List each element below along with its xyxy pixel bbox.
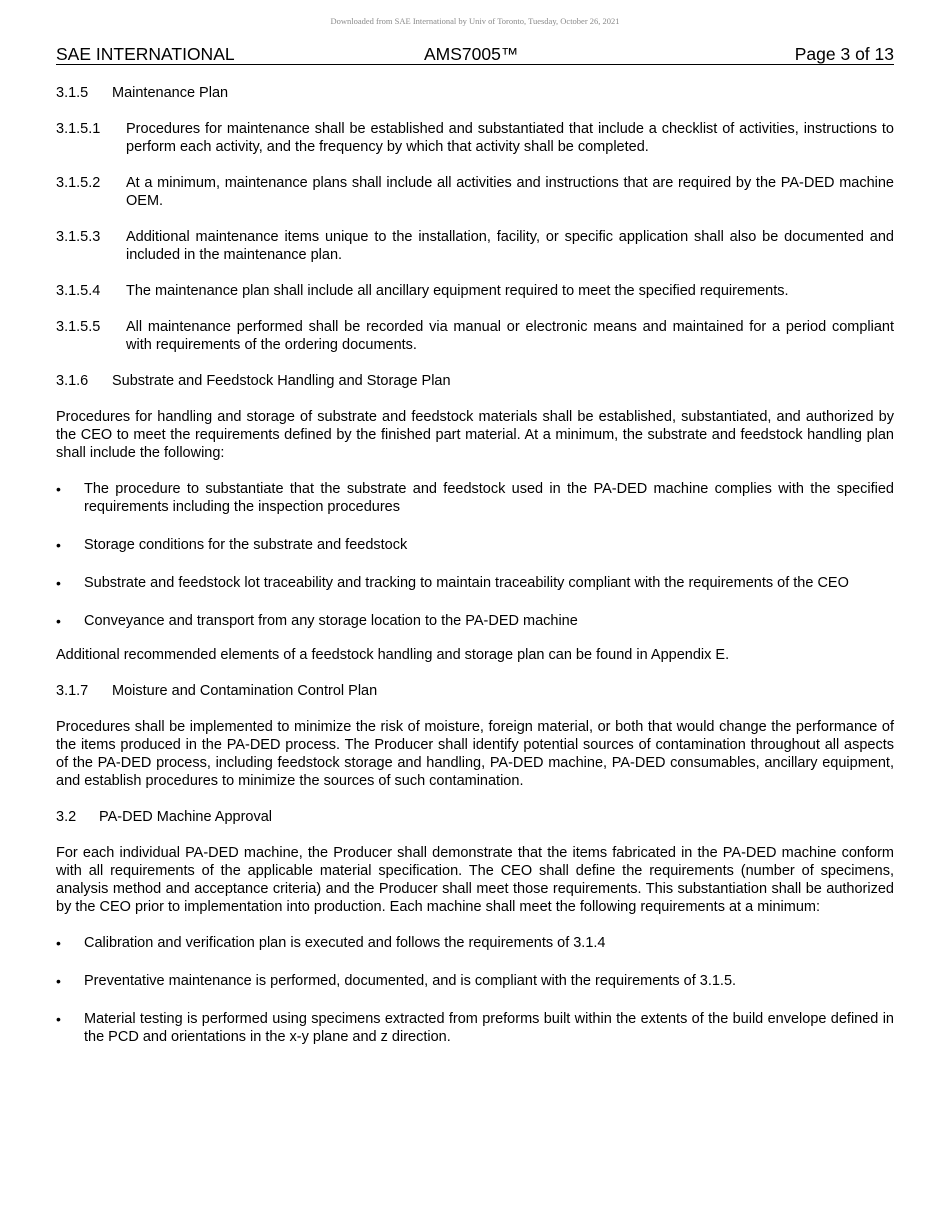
header-organization: SAE INTERNATIONAL bbox=[56, 44, 235, 64]
bullet-glyph: • bbox=[56, 481, 61, 497]
section-number: 3.2 bbox=[56, 809, 77, 825]
page-header bbox=[56, 44, 894, 65]
subsection-text: Additional maintenance items unique to the installation, facility, or specific application shall also be documented and included in the maintenance plan. bbox=[126, 229, 894, 263]
list-item bbox=[56, 1010, 894, 1046]
subsection-3-1-5-2 bbox=[56, 174, 894, 210]
list-item bbox=[56, 480, 894, 516]
list-item-text: Preventative maintenance is performed, documented, and is compliant with the requirements of 3.1.5. bbox=[84, 973, 737, 989]
subsection-3-1-5-5 bbox=[56, 318, 894, 354]
bullet-glyph: • bbox=[56, 935, 61, 951]
section-number: 3.1.6 bbox=[56, 373, 89, 389]
subsection-text: The maintenance plan shall include all ancillary equipment required to meet the specified requirements. bbox=[126, 283, 789, 299]
section-number: 3.1.7 bbox=[56, 683, 89, 699]
section-title: Moisture and Contamination Control Plan bbox=[112, 683, 378, 699]
list-item-text: Material testing is performed using specimens extracted from preforms built within the extents of the build envelope defined in the PCD and orientations in the x-y plane and z direction. bbox=[84, 1011, 894, 1045]
bullet-glyph: • bbox=[56, 537, 61, 553]
subsection-text: Procedures for maintenance shall be established and substantiated that include a checklist of activities, instructions to perform each activity, and the frequency by which that activity shall be completed. bbox=[126, 121, 894, 155]
subsection-number: 3.1.5.1 bbox=[56, 121, 101, 137]
list-item bbox=[56, 972, 894, 990]
subsection-number: 3.1.5.4 bbox=[56, 283, 101, 299]
section-heading-3-2 bbox=[56, 808, 894, 826]
subsection-number: 3.1.5.3 bbox=[56, 229, 101, 245]
list-item-text: Substrate and feedstock lot traceability and tracking to maintain traceability compliant with the requirements of the CEO bbox=[84, 575, 849, 591]
bullet-glyph: • bbox=[56, 613, 61, 629]
subsection-3-1-5-3 bbox=[56, 228, 894, 264]
bullet-glyph: • bbox=[56, 575, 61, 591]
section-3-1-6-outro: Additional recommended elements of a feedstock handling and storage plan can be found in Appendix E. bbox=[56, 647, 730, 663]
list-item bbox=[56, 536, 894, 554]
section-title: Maintenance Plan bbox=[112, 85, 229, 101]
subsection-number: 3.1.5.2 bbox=[56, 175, 101, 191]
subsection-text: All maintenance performed shall be recorded via manual or electronic means and maintained for a period compliant with requirements of the ordering documents. bbox=[126, 319, 894, 353]
subsection-3-1-5-1 bbox=[56, 120, 894, 156]
bullet-glyph: • bbox=[56, 1011, 61, 1027]
download-watermark: Downloaded from SAE International by Univ of Toronto, Tuesday, October 26, 2021 bbox=[330, 16, 620, 26]
section-title: PA-DED Machine Approval bbox=[99, 809, 273, 825]
header-document-id: AMS7005™ bbox=[424, 44, 519, 64]
section-3-1-6-intro: Procedures for handling and storage of substrate and feedstock materials shall be established, substantiated, and authorized by the CEO to meet the requirements defined by the finished part material. At a minimum, the substrate and feedstock handling plan shall include the following: bbox=[56, 409, 894, 461]
list-item-text: Storage conditions for the substrate and feedstock bbox=[84, 537, 408, 553]
section-heading-3-1-6 bbox=[56, 372, 894, 390]
list-item-text: The procedure to substantiate that the substrate and feedstock used in the PA-DED machine complies with the specified requirements including the inspection procedures bbox=[84, 481, 894, 515]
list-item bbox=[56, 612, 894, 630]
section-3-2-bullet-list bbox=[56, 934, 894, 1046]
list-item bbox=[56, 934, 894, 952]
page-body bbox=[56, 84, 894, 1066]
section-number: 3.1.5 bbox=[56, 85, 89, 101]
subsection-3-1-5-4 bbox=[56, 282, 894, 300]
section-3-2-intro: For each individual PA-DED machine, the Producer shall demonstrate that the items fabricated in the PA-DED machine conform with all requirements of the applicable material specification. The CEO shall define the requirements (number of specimens, analysis method and acceptance criteria) and the Producer shall meet those requirements. This substantiation shall be authorized by the CEO prior to implementation into production. Each machine shall meet the following requirements at a minimum: bbox=[56, 845, 894, 915]
section-3-1-7-text: Procedures shall be implemented to minimize the risk of moisture, foreign material, or both that would change the performance of the items produced in the PA-DED process. The Producer shall identify potential sources of contamination throughout all aspects of the PA-DED process, including feedstock storage and handling, PA-DED machine, PA-DED consumables, ancillary equipment, and establish procedures to minimize the sources of such contamination. bbox=[56, 719, 894, 789]
subsection-number: 3.1.5.5 bbox=[56, 319, 101, 335]
section-heading-3-1-7 bbox=[56, 682, 894, 700]
section-title: Substrate and Feedstock Handling and Storage Plan bbox=[112, 373, 451, 389]
section-3-1-6-bullet-list bbox=[56, 480, 894, 630]
subsection-text: At a minimum, maintenance plans shall include all activities and instructions that are required by the PA-DED machine OEM. bbox=[126, 175, 894, 209]
header-page-number: Page 3 of 13 bbox=[794, 44, 894, 64]
list-item-text: Conveyance and transport from any storage location to the PA-DED machine bbox=[84, 613, 578, 629]
list-item bbox=[56, 574, 894, 592]
section-heading-3-1-5 bbox=[56, 84, 894, 102]
bullet-glyph: • bbox=[56, 973, 61, 989]
list-item-text: Calibration and verification plan is executed and follows the requirements of 3.1.4 bbox=[84, 935, 606, 951]
